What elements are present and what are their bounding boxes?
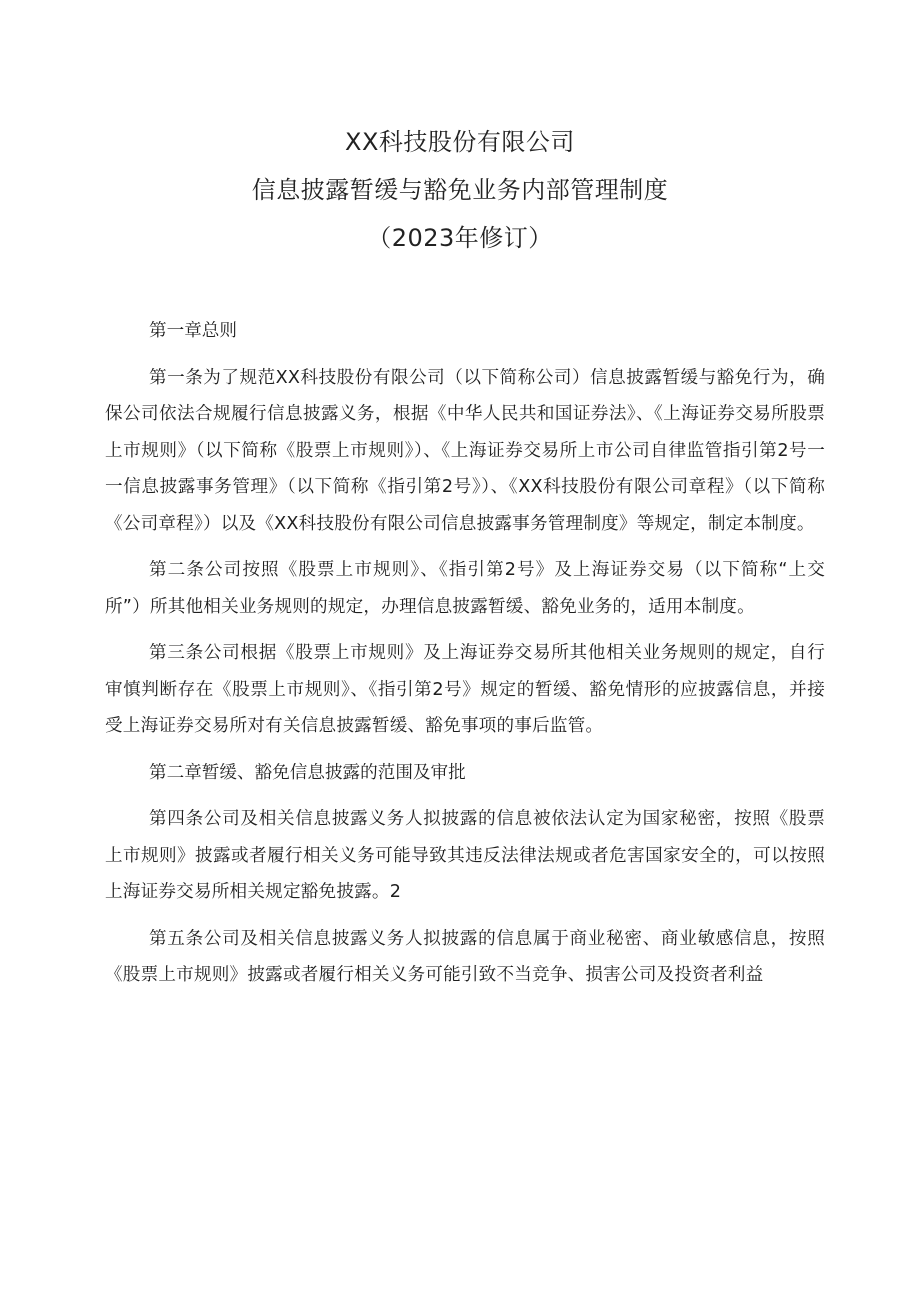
document-body [105, 313, 825, 1004]
chapter-heading: 第一章总则 [149, 321, 237, 341]
article-paragraph: 第二条公司按照《股票上市规则》、《指引第2号》及上海证券交易（以下简称“上交所”）所其他相关业务规则的规定，办理信息披露暂缓、豁免业务的，适用本制度。 [105, 560, 825, 617]
article-paragraph: 第四条公司及相关信息披露义务人拟披露的信息被依法认定为国家秘密，按照《股票上市规则》披露或者履行相关义务可能导致其违反法律法规或者危害国家安全的，可以按照上海证券交易所相关规定豁免披露。2 [105, 809, 825, 902]
regulation-title: 信息披露暂缓与豁免业务内部管理制度 [251, 176, 669, 204]
document-title-block [0, 118, 920, 262]
chapter-heading: 第二章暂缓、豁免信息披露的范围及审批 [149, 762, 466, 783]
article-paragraph: 第一条为了规范XX科技股份有限公司（以下简称公司）信息披露暂缓与豁免行为，确保公司依法合规履行信息披露义务，根据《中华人民共和国证券法》、《上海证券交易所股票上市规则》（以下简称《股票上市规则》）、《上海证券交易所上市公司自律监管指引第2号一一信息披露事务管理》（以下简称《指引第2号》）、《XX科技股份有限公司章程》（以下简称《公司章程》）以及《XX科技股份有限公司信息披露事务管理制度》等规定，制定本制度。 [105, 367, 825, 534]
revision-note: （2023年修订） [367, 224, 553, 252]
article-paragraph: 第五条公司及相关信息披露义务人拟披露的信息属于商业秘密、商业敏感信息，按照《股票上市规则》披露或者履行相关义务可能引致不当竞争、损害公司及投资者利益 [105, 928, 825, 985]
article-paragraph: 第三条公司根据《股票上市规则》及上海证券交易所其他相关业务规则的规定，自行审慎判断存在《股票上市规则》、《指引第2号》规定的暂缓、豁免情形的应披露信息，并接受上海证券交易所对有关信息披露暂缓、豁免事项的事后监管。 [105, 643, 825, 736]
company-name-title: XX科技股份有限公司 [345, 128, 575, 156]
